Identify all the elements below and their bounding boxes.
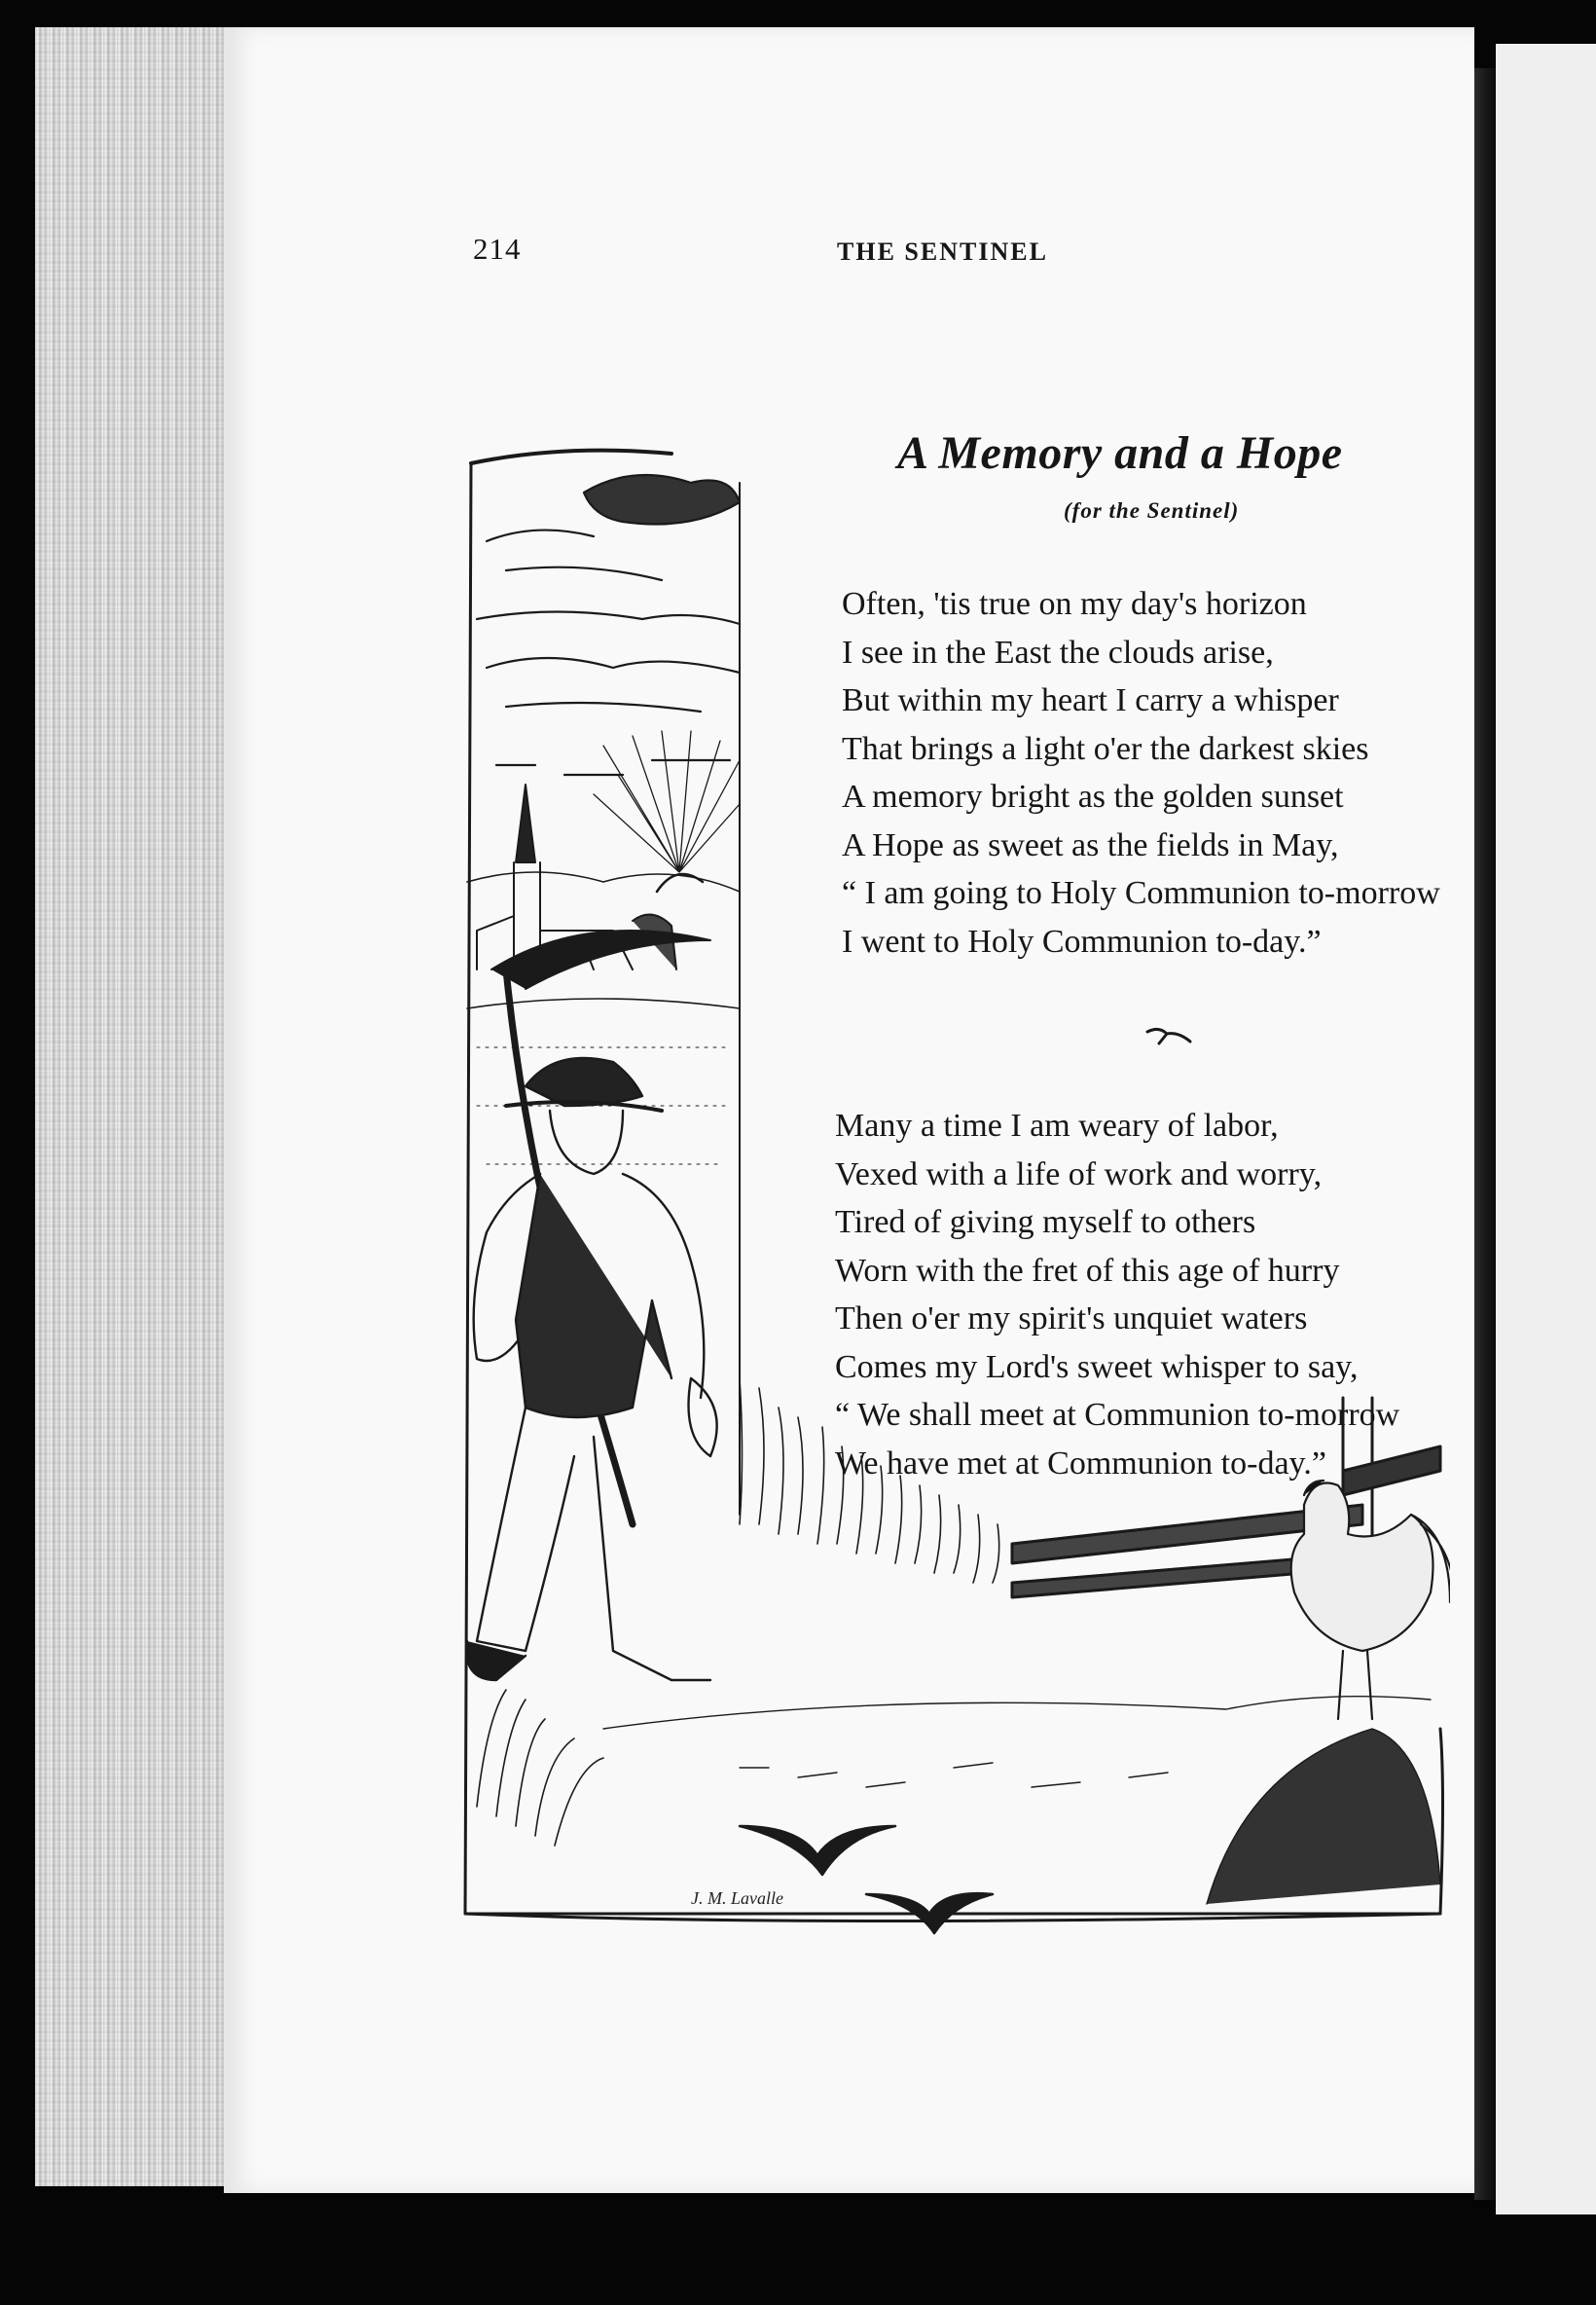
- running-head: THE SENTINEL: [837, 238, 1048, 266]
- poem-subtitle: (for the Sentinel): [1064, 498, 1240, 523]
- artist-signature: J. M. Lavalle: [691, 1888, 783, 1908]
- poem-line: Vexed with a life of work and worry,: [835, 1155, 1323, 1192]
- facing-page-edge: [1496, 44, 1596, 2214]
- scythe: [491, 931, 710, 989]
- poem-title: A Memory and a Hope: [897, 427, 1343, 479]
- poem-line: I went to Holy Communion to-day.”: [842, 923, 1322, 960]
- clouds: [477, 475, 740, 775]
- ground: [603, 1697, 1440, 1904]
- farmer: [466, 1058, 716, 1680]
- stanza-1: [842, 580, 1440, 966]
- poem-line: Then o'er my spirit's unquiet waters: [835, 1300, 1308, 1336]
- stanza-divider-ornament: [1145, 1022, 1194, 1051]
- poem-line: Comes my Lord's sweet whisper to say,: [835, 1348, 1359, 1385]
- poem-line: “ We shall meet at Communion to-morrow: [835, 1397, 1400, 1433]
- poem-line: I see in the East the clouds arise,: [842, 634, 1274, 671]
- poem-line: That brings a light o'er the darkest skies: [842, 730, 1369, 767]
- rooster: [1291, 1481, 1450, 1719]
- poem-line: Worn with the fret of this age of hurry: [835, 1252, 1340, 1289]
- poem-line: Often, 'tis true on my day's horizon: [842, 586, 1307, 622]
- poem-line: A memory bright as the golden sunset: [842, 779, 1344, 815]
- stanza-2: [835, 1102, 1399, 1487]
- poem-line: But within my heart I carry a whisper: [842, 682, 1339, 718]
- birds: [740, 1826, 993, 1933]
- poem-line: “ I am going to Holy Communion to-morrow: [842, 875, 1440, 911]
- poem-line: A Hope as sweet as the fields in May,: [842, 826, 1339, 863]
- poem-line: Many a time I am weary of labor,: [835, 1108, 1279, 1144]
- book-gutter-shadow: [1474, 68, 1496, 2200]
- page-number: 214: [473, 232, 522, 266]
- sun: [594, 731, 740, 892]
- poem-line: Tired of giving myself to others: [835, 1204, 1256, 1240]
- poem-line: We have met at Communion to-day.”: [835, 1445, 1326, 1482]
